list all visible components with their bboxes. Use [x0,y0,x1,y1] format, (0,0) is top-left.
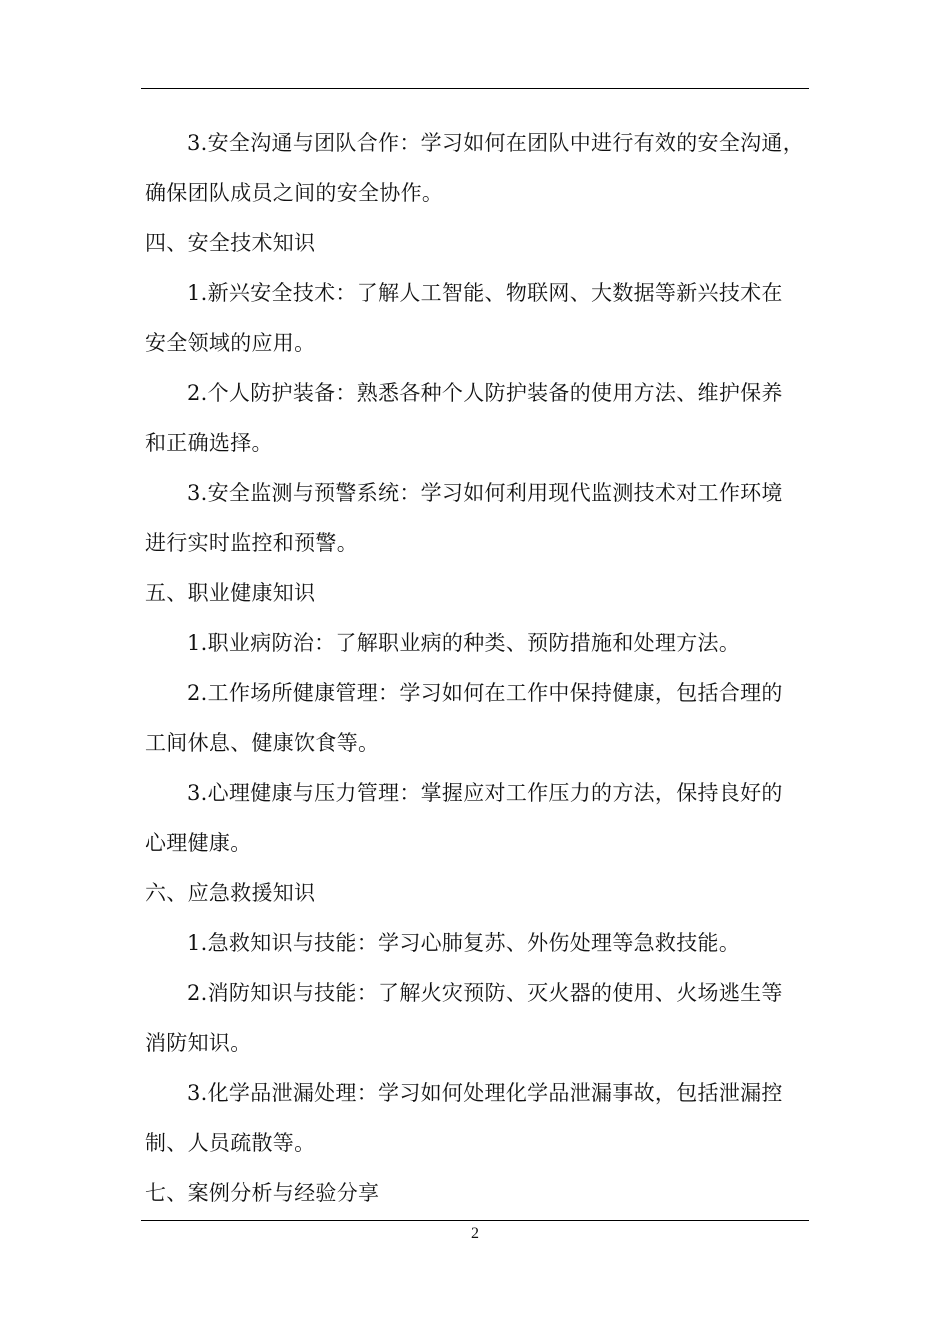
body-line: 1.新兴安全技术：了解人工智能、物联网、大数据等新兴技术在 [187,281,783,305]
document-body [145,118,809,1218]
section-heading: 四、安全技术知识 [145,231,316,255]
body-line: 3.安全监测与预警系统：学习如何利用现代监测技术对工作环境 [187,481,783,505]
body-line: 心理健康。 [145,831,252,855]
body-line: 2.个人防护装备：熟悉各种个人防护装备的使用方法、维护保养 [187,381,783,405]
body-line: 2.工作场所健康管理：学习如何在工作中保持健康，包括合理的 [187,681,783,705]
body-line: 工间休息、健康饮食等。 [145,731,380,755]
section-heading: 五、职业健康知识 [145,581,316,605]
body-line: 1.急救知识与技能：学习心肺复苏、外伤处理等急救技能。 [187,931,741,955]
page-number: 2 [471,1225,479,1242]
body-line: 安全领域的应用。 [145,331,316,355]
body-line: 1.职业病防治：了解职业病的种类、预防措施和处理方法。 [187,631,741,655]
section-heading: 六、应急救援知识 [145,881,316,905]
body-line: 3.安全沟通与团队合作：学习如何在团队中进行有效的安全沟通， [187,131,805,155]
body-line: 制、人员疏散等。 [145,1131,316,1155]
body-line: 确保团队成员之间的安全协作。 [145,181,444,205]
section-heading: 七、案例分析与经验分享 [145,1181,380,1205]
body-line: 3.化学品泄漏处理：学习如何处理化学品泄漏事故，包括泄漏控 [187,1081,783,1105]
footer-rule [141,1220,809,1221]
body-line: 3.心理健康与压力管理：掌握应对工作压力的方法，保持良好的 [187,781,783,805]
body-line: 和正确选择。 [145,431,273,455]
body-line: 进行实时监控和预警。 [145,531,358,555]
body-line: 消防知识。 [145,1031,252,1055]
body-line: 2.消防知识与技能：了解火灾预防、灭火器的使用、火场逃生等 [187,981,783,1005]
header-rule [141,88,809,89]
